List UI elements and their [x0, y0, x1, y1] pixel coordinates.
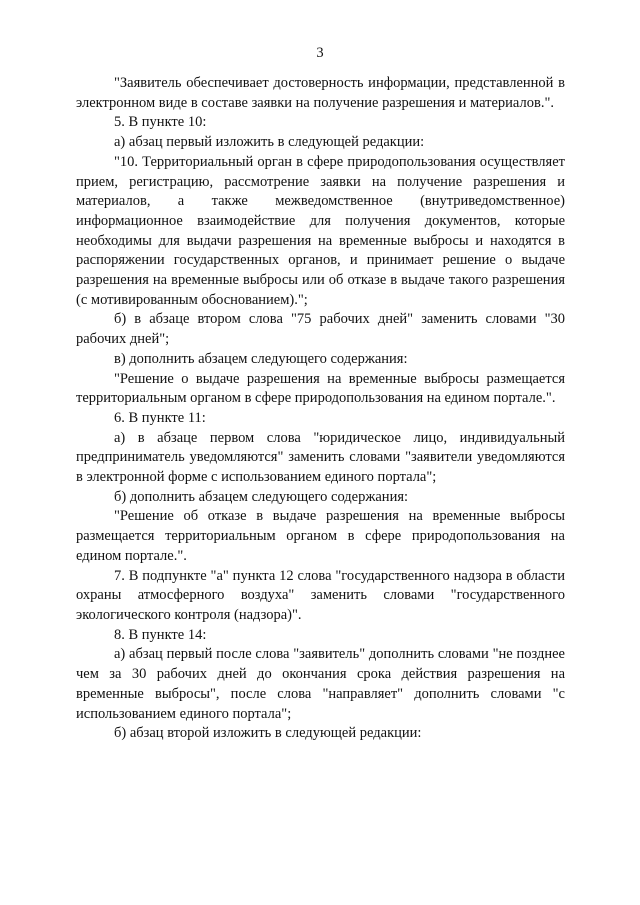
paragraph-item-5b: б) в абзаце втором слова "75 рабочих дней" заменить словами "30 рабочих дней"; — [76, 311, 565, 348]
paragraph-item-5v: в) дополнить абзацем следующего содержания: — [114, 350, 408, 367]
paragraph-quote-applicant: "Заявитель обеспечивает достоверность информации, представленной в электронном виде в составе заявки на получение разрешения и материалов.". — [76, 75, 565, 111]
document-body — [76, 74, 565, 744]
paragraph-item-7: 7. В подпункте "а" пункта 12 слова "государственного надзора в области охраны атмосферного воздуха" заменить словами "государственного экологического контроля (надзора)". — [76, 567, 565, 623]
paragraph-item-6a: а) в абзаце первом слова "юридическое лицо, индивидуальный предприниматель уведомляются" заменить словами "заявители уведомляются в электронной форме с использованием единого портала"; — [76, 429, 565, 486]
paragraph-quote-decision-issue: "Решение о выдаче разрешения на временные выбросы размещается территориальным органом в сфере природопользования на едином портале.". — [76, 370, 565, 407]
paragraph-item-5-heading: 5. В пункте 10: — [114, 114, 207, 131]
paragraph-item-6b: б) дополнить абзацем следующего содержания: — [114, 488, 409, 505]
paragraph-item-8b: б) абзац второй изложить в следующей редакции: — [114, 725, 422, 742]
paragraph-quote-point-10: "10. Территориальный орган в сфере природопользования осуществляет прием, регистрацию, рассмотрение заявки на получение разрешения и материалов, а также межведомственное (внутриведомственное) информационное взаимодействие для получения документов, которые необходимы для выдачи разрешения на временные выбросы и находятся в распоряжении государственных органов, и принимает решение о выдаче разрешения на временные выбросы или об отказе в выдаче такого разрешения (с мотивированным обоснованием)."; — [76, 153, 565, 308]
paragraph-item-8-heading: 8. В пункте 14: — [114, 626, 207, 643]
paragraph-item-5a: а) абзац первый изложить в следующей редакции: — [114, 134, 425, 151]
page-number: 3 — [316, 45, 324, 61]
paragraph-item-6-heading: 6. В пункте 11: — [114, 409, 206, 426]
paragraph-item-8a: а) абзац первый после слова "заявитель" дополнить словами "не позднее чем за 30 рабочих дней до окончания срока действия разрешения на временные выбросы", после слова "направляет" дополнить словами "с использованием единого портала"; — [76, 646, 565, 722]
paragraph-quote-decision-refusal: "Решение об отказе в выдаче разрешения на временные выбросы размещается территориальным органом в сфере природопользования на едином портале.". — [76, 508, 565, 564]
